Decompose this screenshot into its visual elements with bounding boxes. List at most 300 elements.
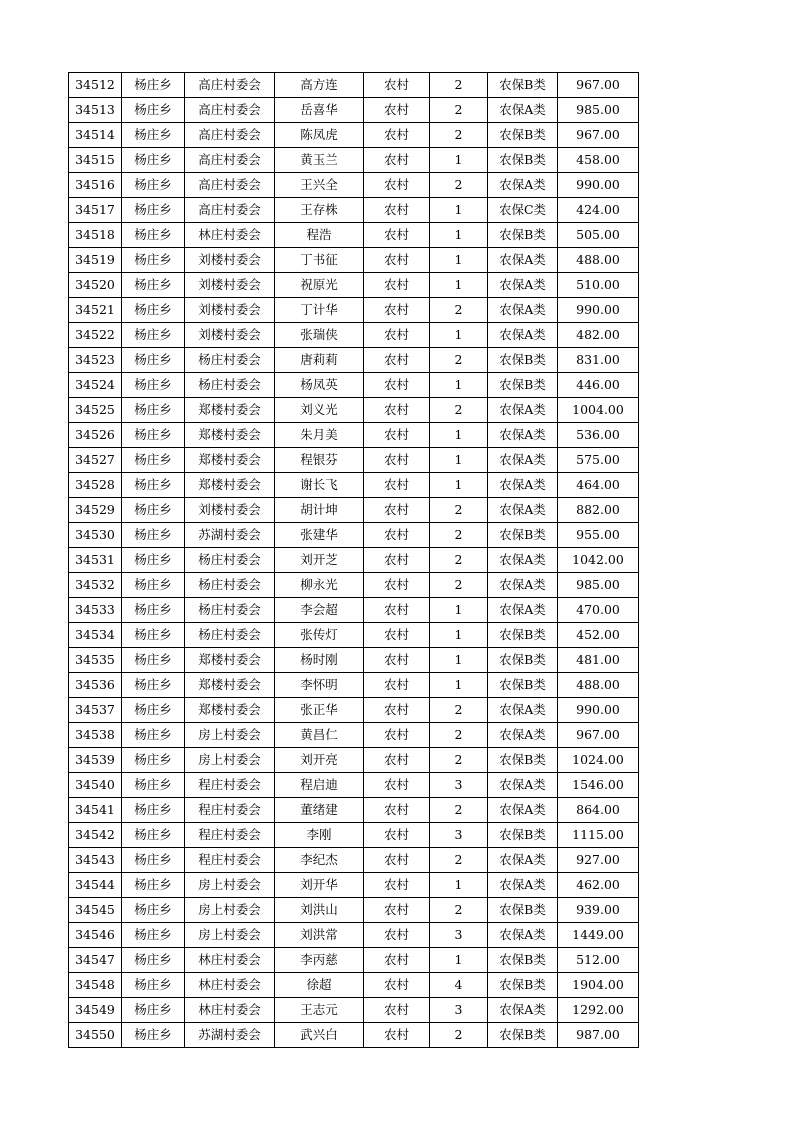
table-row (69, 123, 639, 148)
person-name-cell: 王兴全 (275, 173, 364, 198)
record-id-cell: 34547 (69, 948, 122, 973)
village-committee-cell: 程庄村委会 (185, 798, 275, 823)
household-count-cell: 1 (430, 148, 488, 173)
amount-cell: 575.00 (558, 448, 639, 473)
amount-cell: 1024.00 (558, 748, 639, 773)
insurance-category-cell: 农保B类 (488, 948, 558, 973)
amount-cell: 452.00 (558, 623, 639, 648)
township-cell: 杨庄乡 (122, 173, 185, 198)
insurance-category-cell: 农保B类 (488, 973, 558, 998)
amount-cell: 990.00 (558, 698, 639, 723)
record-id-cell: 34514 (69, 123, 122, 148)
insurance-category-cell: 农保B类 (488, 373, 558, 398)
person-name-cell: 杨凤英 (275, 373, 364, 398)
township-cell: 杨庄乡 (122, 748, 185, 773)
record-id-cell: 34527 (69, 448, 122, 473)
household-count-cell: 2 (430, 573, 488, 598)
township-cell: 杨庄乡 (122, 123, 185, 148)
household-count-cell: 2 (430, 1023, 488, 1048)
township-cell: 杨庄乡 (122, 848, 185, 873)
village-committee-cell: 林庄村委会 (185, 998, 275, 1023)
record-id-cell: 34530 (69, 523, 122, 548)
residence-type-cell: 农村 (364, 573, 430, 598)
amount-cell: 1904.00 (558, 973, 639, 998)
person-name-cell: 李刚 (275, 823, 364, 848)
village-committee-cell: 高庄村委会 (185, 123, 275, 148)
insurance-category-cell: 农保A类 (488, 273, 558, 298)
amount-cell: 831.00 (558, 348, 639, 373)
residence-type-cell: 农村 (364, 473, 430, 498)
residence-type-cell: 农村 (364, 523, 430, 548)
township-cell: 杨庄乡 (122, 473, 185, 498)
household-count-cell: 2 (430, 798, 488, 823)
amount-cell: 864.00 (558, 798, 639, 823)
residence-type-cell: 农村 (364, 373, 430, 398)
amount-cell: 510.00 (558, 273, 639, 298)
table-row (69, 573, 639, 598)
residence-type-cell: 农村 (364, 748, 430, 773)
village-committee-cell: 林庄村委会 (185, 973, 275, 998)
amount-cell: 462.00 (558, 873, 639, 898)
amount-cell: 1292.00 (558, 998, 639, 1023)
residence-type-cell: 农村 (364, 648, 430, 673)
insurance-category-cell: 农保A类 (488, 298, 558, 323)
record-id-cell: 34546 (69, 923, 122, 948)
table-row (69, 198, 639, 223)
village-committee-cell: 高庄村委会 (185, 198, 275, 223)
township-cell: 杨庄乡 (122, 648, 185, 673)
table-row (69, 548, 639, 573)
person-name-cell: 唐莉莉 (275, 348, 364, 373)
insurance-category-cell: 农保B类 (488, 823, 558, 848)
residence-type-cell: 农村 (364, 598, 430, 623)
residence-type-cell: 农村 (364, 773, 430, 798)
household-count-cell: 4 (430, 973, 488, 998)
insurance-category-cell: 农保B类 (488, 648, 558, 673)
insurance-category-cell: 农保A类 (488, 798, 558, 823)
amount-cell: 446.00 (558, 373, 639, 398)
ledger-body (69, 73, 639, 1048)
person-name-cell: 谢长飞 (275, 473, 364, 498)
residence-type-cell: 农村 (364, 698, 430, 723)
record-id-cell: 34515 (69, 148, 122, 173)
person-name-cell: 董绪建 (275, 798, 364, 823)
township-cell: 杨庄乡 (122, 248, 185, 273)
insurance-category-cell: 农保A类 (488, 173, 558, 198)
insurance-category-cell: 农保A类 (488, 548, 558, 573)
record-id-cell: 34529 (69, 498, 122, 523)
record-id-cell: 34526 (69, 423, 122, 448)
record-id-cell: 34534 (69, 623, 122, 648)
person-name-cell: 胡计坤 (275, 498, 364, 523)
household-count-cell: 2 (430, 748, 488, 773)
table-row (69, 348, 639, 373)
table-row (69, 248, 639, 273)
record-id-cell: 34549 (69, 998, 122, 1023)
village-committee-cell: 刘楼村委会 (185, 323, 275, 348)
township-cell: 杨庄乡 (122, 148, 185, 173)
residence-type-cell: 农村 (364, 798, 430, 823)
residence-type-cell: 农村 (364, 873, 430, 898)
residence-type-cell: 农村 (364, 498, 430, 523)
person-name-cell: 柳永光 (275, 573, 364, 598)
household-count-cell: 1 (430, 273, 488, 298)
household-count-cell: 2 (430, 173, 488, 198)
record-id-cell: 34533 (69, 598, 122, 623)
table-row (69, 423, 639, 448)
village-committee-cell: 杨庄村委会 (185, 573, 275, 598)
table-row (69, 823, 639, 848)
insurance-category-cell: 农保A类 (488, 473, 558, 498)
township-cell: 杨庄乡 (122, 723, 185, 748)
village-committee-cell: 高庄村委会 (185, 148, 275, 173)
household-count-cell: 1 (430, 323, 488, 348)
insurance-category-cell: 农保B类 (488, 673, 558, 698)
record-id-cell: 34536 (69, 673, 122, 698)
village-committee-cell: 程庄村委会 (185, 848, 275, 873)
person-name-cell: 王志元 (275, 998, 364, 1023)
residence-type-cell: 农村 (364, 1023, 430, 1048)
benefit-ledger-table (68, 72, 639, 1048)
table-row (69, 448, 639, 473)
record-id-cell: 34544 (69, 873, 122, 898)
residence-type-cell: 农村 (364, 423, 430, 448)
table-row (69, 998, 639, 1023)
insurance-category-cell: 农保B类 (488, 148, 558, 173)
township-cell: 杨庄乡 (122, 973, 185, 998)
person-name-cell: 张建华 (275, 523, 364, 548)
person-name-cell: 李会超 (275, 598, 364, 623)
residence-type-cell: 农村 (364, 73, 430, 98)
village-committee-cell: 杨庄村委会 (185, 598, 275, 623)
village-committee-cell: 郑楼村委会 (185, 648, 275, 673)
residence-type-cell: 农村 (364, 123, 430, 148)
household-count-cell: 2 (430, 723, 488, 748)
record-id-cell: 34548 (69, 973, 122, 998)
person-name-cell: 刘开华 (275, 873, 364, 898)
household-count-cell: 1 (430, 598, 488, 623)
table-row (69, 923, 639, 948)
insurance-category-cell: 农保C类 (488, 198, 558, 223)
residence-type-cell: 农村 (364, 248, 430, 273)
person-name-cell: 丁计华 (275, 298, 364, 323)
record-id-cell: 34521 (69, 298, 122, 323)
amount-cell: 882.00 (558, 498, 639, 523)
person-name-cell: 黄玉兰 (275, 148, 364, 173)
amount-cell: 488.00 (558, 248, 639, 273)
household-count-cell: 1 (430, 673, 488, 698)
person-name-cell: 李丙慈 (275, 948, 364, 973)
village-committee-cell: 杨庄村委会 (185, 623, 275, 648)
table-row (69, 323, 639, 348)
household-count-cell: 1 (430, 223, 488, 248)
person-name-cell: 祝原光 (275, 273, 364, 298)
township-cell: 杨庄乡 (122, 673, 185, 698)
amount-cell: 967.00 (558, 723, 639, 748)
household-count-cell: 2 (430, 523, 488, 548)
record-id-cell: 34522 (69, 323, 122, 348)
residence-type-cell: 农村 (364, 898, 430, 923)
insurance-category-cell: 农保B类 (488, 223, 558, 248)
township-cell: 杨庄乡 (122, 298, 185, 323)
table-row (69, 473, 639, 498)
amount-cell: 505.00 (558, 223, 639, 248)
household-count-cell: 1 (430, 623, 488, 648)
table-row (69, 98, 639, 123)
residence-type-cell: 农村 (364, 198, 430, 223)
insurance-category-cell: 农保A类 (488, 323, 558, 348)
residence-type-cell: 农村 (364, 948, 430, 973)
record-id-cell: 34538 (69, 723, 122, 748)
record-id-cell: 34525 (69, 398, 122, 423)
person-name-cell: 丁书征 (275, 248, 364, 273)
village-committee-cell: 刘楼村委会 (185, 298, 275, 323)
residence-type-cell: 农村 (364, 823, 430, 848)
household-count-cell: 1 (430, 423, 488, 448)
household-count-cell: 1 (430, 373, 488, 398)
table-row (69, 298, 639, 323)
person-name-cell: 刘开亮 (275, 748, 364, 773)
township-cell: 杨庄乡 (122, 423, 185, 448)
residence-type-cell: 农村 (364, 348, 430, 373)
person-name-cell: 程银芬 (275, 448, 364, 473)
residence-type-cell: 农村 (364, 548, 430, 573)
household-count-cell: 2 (430, 98, 488, 123)
person-name-cell: 程浩 (275, 223, 364, 248)
residence-type-cell: 农村 (364, 323, 430, 348)
table-row (69, 623, 639, 648)
person-name-cell: 徐超 (275, 973, 364, 998)
township-cell: 杨庄乡 (122, 873, 185, 898)
township-cell: 杨庄乡 (122, 523, 185, 548)
amount-cell: 481.00 (558, 648, 639, 673)
township-cell: 杨庄乡 (122, 1023, 185, 1048)
amount-cell: 955.00 (558, 523, 639, 548)
insurance-category-cell: 农保B类 (488, 73, 558, 98)
amount-cell: 939.00 (558, 898, 639, 923)
insurance-category-cell: 农保B类 (488, 123, 558, 148)
household-count-cell: 1 (430, 448, 488, 473)
insurance-category-cell: 农保A类 (488, 598, 558, 623)
table-row (69, 223, 639, 248)
record-id-cell: 34528 (69, 473, 122, 498)
household-count-cell: 2 (430, 73, 488, 98)
amount-cell: 987.00 (558, 1023, 639, 1048)
township-cell: 杨庄乡 (122, 698, 185, 723)
record-id-cell: 34517 (69, 198, 122, 223)
residence-type-cell: 农村 (364, 148, 430, 173)
township-cell: 杨庄乡 (122, 373, 185, 398)
township-cell: 杨庄乡 (122, 998, 185, 1023)
table-row (69, 973, 639, 998)
household-count-cell: 2 (430, 298, 488, 323)
insurance-category-cell: 农保B类 (488, 348, 558, 373)
insurance-category-cell: 农保B类 (488, 898, 558, 923)
record-id-cell: 34524 (69, 373, 122, 398)
table-row (69, 648, 639, 673)
village-committee-cell: 刘楼村委会 (185, 498, 275, 523)
residence-type-cell: 农村 (364, 848, 430, 873)
amount-cell: 927.00 (558, 848, 639, 873)
village-committee-cell: 程庄村委会 (185, 773, 275, 798)
village-committee-cell: 苏湖村委会 (185, 523, 275, 548)
record-id-cell: 34541 (69, 798, 122, 823)
insurance-category-cell: 农保A类 (488, 773, 558, 798)
village-committee-cell: 郑楼村委会 (185, 673, 275, 698)
table-row (69, 1023, 639, 1048)
village-committee-cell: 刘楼村委会 (185, 248, 275, 273)
person-name-cell: 岳喜华 (275, 98, 364, 123)
person-name-cell: 刘洪山 (275, 898, 364, 923)
amount-cell: 985.00 (558, 573, 639, 598)
amount-cell: 1004.00 (558, 398, 639, 423)
insurance-category-cell: 农保B类 (488, 623, 558, 648)
record-id-cell: 34539 (69, 748, 122, 773)
person-name-cell: 刘洪常 (275, 923, 364, 948)
village-committee-cell: 郑楼村委会 (185, 448, 275, 473)
table-row (69, 673, 639, 698)
person-name-cell: 李纪杰 (275, 848, 364, 873)
record-id-cell: 34542 (69, 823, 122, 848)
table-row (69, 848, 639, 873)
insurance-category-cell: 农保B类 (488, 748, 558, 773)
household-count-cell: 2 (430, 398, 488, 423)
township-cell: 杨庄乡 (122, 798, 185, 823)
person-name-cell: 刘义光 (275, 398, 364, 423)
record-id-cell: 34520 (69, 273, 122, 298)
record-id-cell: 34518 (69, 223, 122, 248)
record-id-cell: 34545 (69, 898, 122, 923)
village-committee-cell: 郑楼村委会 (185, 698, 275, 723)
amount-cell: 470.00 (558, 598, 639, 623)
village-committee-cell: 程庄村委会 (185, 823, 275, 848)
amount-cell: 512.00 (558, 948, 639, 973)
insurance-category-cell: 农保A类 (488, 423, 558, 448)
household-count-cell: 2 (430, 498, 488, 523)
amount-cell: 1115.00 (558, 823, 639, 848)
insurance-category-cell: 农保A类 (488, 248, 558, 273)
amount-cell: 967.00 (558, 73, 639, 98)
record-id-cell: 34516 (69, 173, 122, 198)
amount-cell: 488.00 (558, 673, 639, 698)
village-committee-cell: 高庄村委会 (185, 98, 275, 123)
person-name-cell: 王存株 (275, 198, 364, 223)
record-id-cell: 34535 (69, 648, 122, 673)
amount-cell: 990.00 (558, 173, 639, 198)
village-committee-cell: 郑楼村委会 (185, 423, 275, 448)
table-row (69, 948, 639, 973)
township-cell: 杨庄乡 (122, 623, 185, 648)
insurance-category-cell: 农保B类 (488, 523, 558, 548)
township-cell: 杨庄乡 (122, 98, 185, 123)
record-id-cell: 34532 (69, 573, 122, 598)
insurance-category-cell: 农保B类 (488, 1023, 558, 1048)
household-count-cell: 2 (430, 548, 488, 573)
village-committee-cell: 房上村委会 (185, 898, 275, 923)
insurance-category-cell: 农保A类 (488, 998, 558, 1023)
household-count-cell: 2 (430, 348, 488, 373)
person-name-cell: 张瑞侠 (275, 323, 364, 348)
household-count-cell: 2 (430, 698, 488, 723)
residence-type-cell: 农村 (364, 673, 430, 698)
insurance-category-cell: 农保A类 (488, 698, 558, 723)
township-cell: 杨庄乡 (122, 223, 185, 248)
insurance-category-cell: 农保A类 (488, 573, 558, 598)
table-row (69, 398, 639, 423)
village-committee-cell: 杨庄村委会 (185, 348, 275, 373)
residence-type-cell: 农村 (364, 448, 430, 473)
person-name-cell: 李怀明 (275, 673, 364, 698)
township-cell: 杨庄乡 (122, 823, 185, 848)
township-cell: 杨庄乡 (122, 598, 185, 623)
record-id-cell: 34550 (69, 1023, 122, 1048)
village-committee-cell: 林庄村委会 (185, 223, 275, 248)
insurance-category-cell: 农保A类 (488, 723, 558, 748)
township-cell: 杨庄乡 (122, 773, 185, 798)
record-id-cell: 34523 (69, 348, 122, 373)
township-cell: 杨庄乡 (122, 398, 185, 423)
record-id-cell: 34519 (69, 248, 122, 273)
amount-cell: 985.00 (558, 98, 639, 123)
insurance-category-cell: 农保A类 (488, 848, 558, 873)
household-count-cell: 3 (430, 998, 488, 1023)
table-row (69, 698, 639, 723)
amount-cell: 458.00 (558, 148, 639, 173)
amount-cell: 464.00 (558, 473, 639, 498)
table-row (69, 148, 639, 173)
residence-type-cell: 农村 (364, 173, 430, 198)
township-cell: 杨庄乡 (122, 948, 185, 973)
insurance-category-cell: 农保A类 (488, 398, 558, 423)
township-cell: 杨庄乡 (122, 898, 185, 923)
amount-cell: 1449.00 (558, 923, 639, 948)
village-committee-cell: 房上村委会 (185, 873, 275, 898)
village-committee-cell: 刘楼村委会 (185, 273, 275, 298)
household-count-cell: 1 (430, 198, 488, 223)
record-id-cell: 34531 (69, 548, 122, 573)
person-name-cell: 朱月美 (275, 423, 364, 448)
record-id-cell: 34540 (69, 773, 122, 798)
amount-cell: 990.00 (558, 298, 639, 323)
village-committee-cell: 杨庄村委会 (185, 373, 275, 398)
residence-type-cell: 农村 (364, 623, 430, 648)
township-cell: 杨庄乡 (122, 273, 185, 298)
table-row (69, 873, 639, 898)
township-cell: 杨庄乡 (122, 198, 185, 223)
insurance-category-cell: 农保A类 (488, 98, 558, 123)
township-cell: 杨庄乡 (122, 548, 185, 573)
table-row (69, 73, 639, 98)
record-id-cell: 34513 (69, 98, 122, 123)
person-name-cell: 程启迪 (275, 773, 364, 798)
residence-type-cell: 农村 (364, 723, 430, 748)
table-row (69, 723, 639, 748)
insurance-category-cell: 农保A类 (488, 873, 558, 898)
person-name-cell: 武兴白 (275, 1023, 364, 1048)
village-committee-cell: 高庄村委会 (185, 173, 275, 198)
person-name-cell: 高方连 (275, 73, 364, 98)
table-row (69, 523, 639, 548)
table-row (69, 373, 639, 398)
person-name-cell: 张正华 (275, 698, 364, 723)
table-row (69, 498, 639, 523)
amount-cell: 536.00 (558, 423, 639, 448)
village-committee-cell: 林庄村委会 (185, 948, 275, 973)
table-row (69, 798, 639, 823)
person-name-cell: 陈凤虎 (275, 123, 364, 148)
insurance-category-cell: 农保A类 (488, 498, 558, 523)
household-count-cell: 1 (430, 648, 488, 673)
